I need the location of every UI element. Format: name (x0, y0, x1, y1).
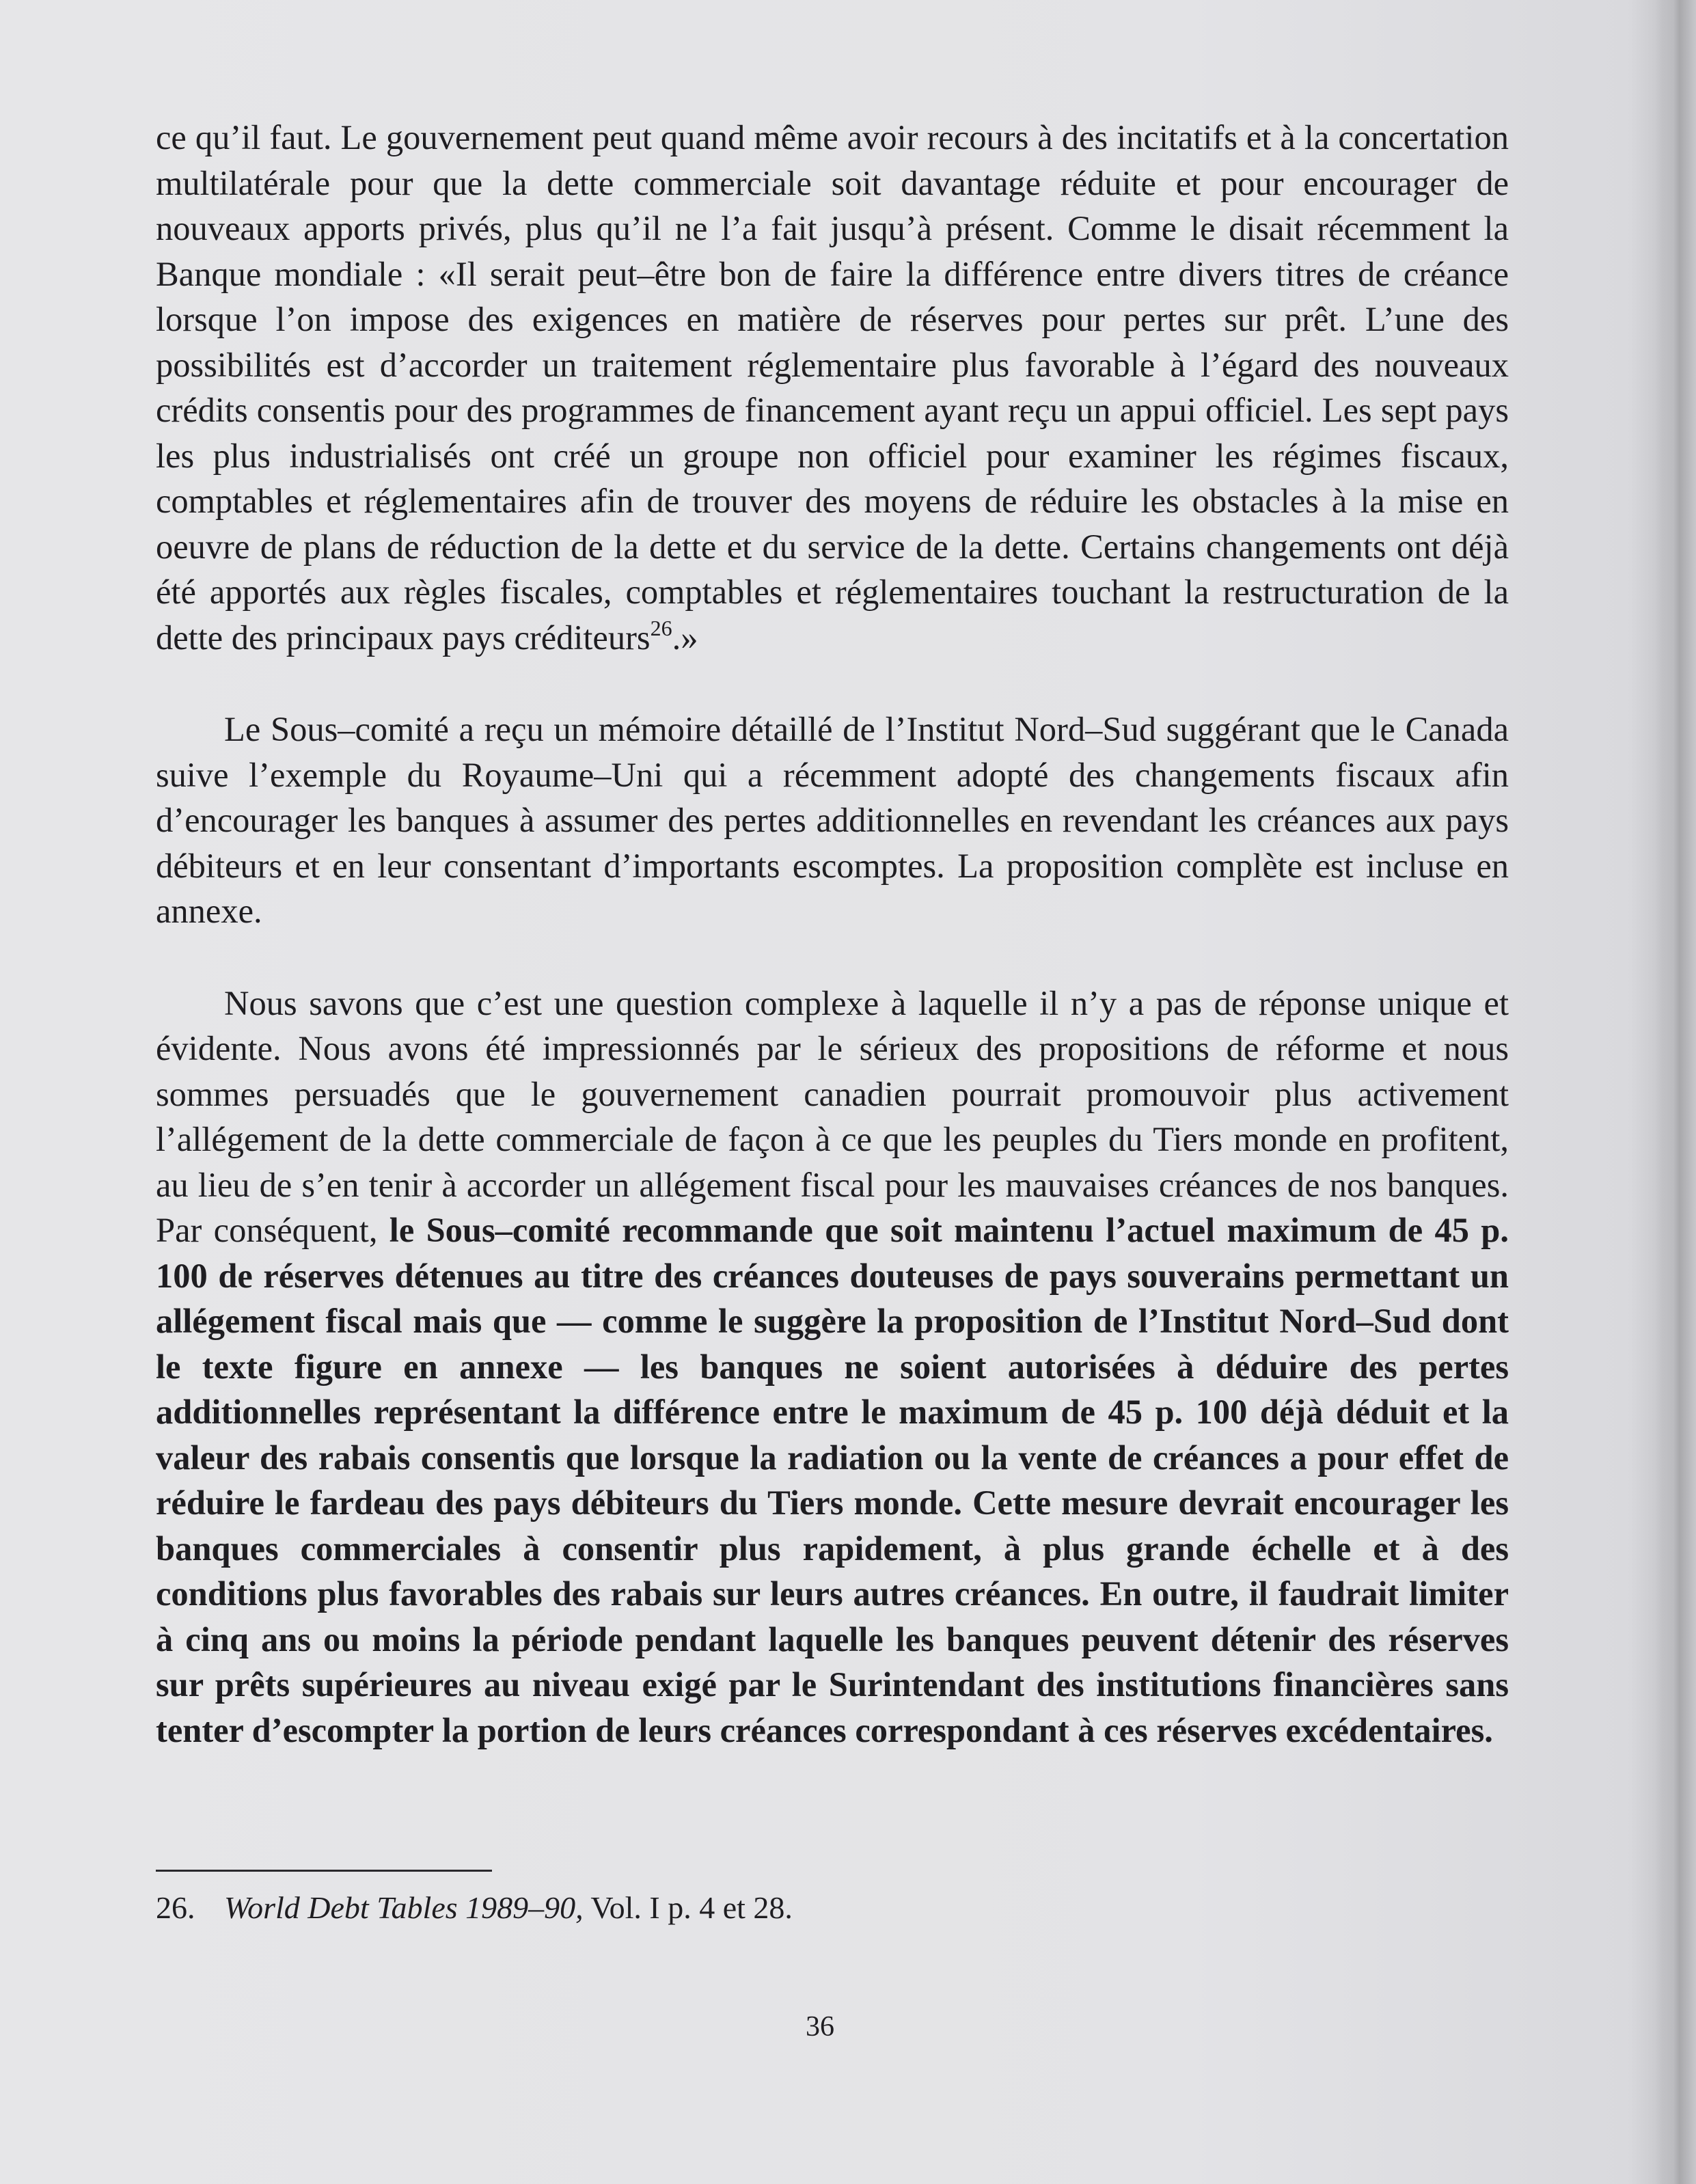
footnote-divider (156, 1870, 492, 1872)
recommendation-text: le Sous–comité recommande que soit maintenu l’actuel maximum de 45 p. 100 de réserves détenues au titre des créances douteuses de pays souverains permettant un allégement fiscal mais que — comme le suggère la proposition de l’Institut Nord–Sud dont le texte figure en annexe — les banques ne soient autorisées à déduire des pertes additionnelles représentant la différence entre le maximum de 45 p. 100 déjà déduit et la valeur des rabais consentis que lorsque la radiation ou la vente de créances a pour effet de réduire le fardeau des pays débiteurs du Tiers monde. Cette mesure devrait encourager les banques commerciales à consentir plus rapidement, à plus grande échelle et à des conditions plus favorables des rabais sur leurs autres créances. En outre, il faudrait limiter à cinq ans ou moins la période pendant laquelle les banques peuvent détenir des réserves sur prêts supérieures au niveau exigé par le Surintendant des institutions financières sans tenter d’escompter la portion de leurs créances correspondant à ces réserves excédentaires. (156, 1211, 1509, 1749)
footnote-source-detail: Vol. I p. 4 et 28. (583, 1890, 793, 1925)
footnote-number: 26. (156, 1890, 195, 1925)
paragraph-1-closing: .» (672, 618, 698, 657)
paragraph-2: Le Sous–comité a reçu un mémoire détaillé de l’Institut Nord–Sud suggérant que le Canada suive l’exemple du Royaume–Uni qui a récemment adopté des changements fiscaux afin d’encourager les banques à assumer des pertes additionnelles en revendant les créances aux pays débiteurs et en leur consentant d’importants escomptes. La proposition complète est incluse en annexe. (156, 710, 1509, 930)
paragraph-1-text: ce qu’il faut. Le gouvernement peut quand même avoir recours à des incitatifs et à la concertation multilatérale pour que la dette commerciale soit davantage réduite et pour encourager de nouveaux apports privés, plus qu’il ne l’a fait jusqu’à présent. Comme le disait récemment la Banque mondiale : «Il serait peut–être bon de faire la différence entre divers titres de créance lorsque l’on impose des exigences en matière de réserves pour pertes sur prêt. L’une des possibilités est d’accorder un traitement réglementaire plus favorable à l’égard des nouveaux crédits consentis pour des programmes de financement ayant reçu un appui officiel. Les sept pays les plus industrialisés ont créé un groupe non officiel pour examiner les régimes fiscaux, comptables et réglementaires afin de trouver des moyens de réduire les obstacles à la mise en oeuvre de plans de réduction de la dette et du service de la dette. Certains changements ont déjà été apportés aux règles fiscales, comptables et réglementaires touchant la restructuration de la dette des principaux pays créditeurs (156, 118, 1509, 657)
paragraph-3-text: Nous savons que c’est une question complexe à laquelle il n’y a pas de réponse unique et évidente. Nous avons été impressionnés par le sérieux des propositions de réforme et nous sommes persuadés que le gouvernement canadien pourrait promouvoir plus activement l’allégement de la dette commerciale de façon à ce que les peuples du Tiers monde en profitent, au lieu de s’en tenir à accorder un allégement fiscal pour les mauvaises créances de nos banques. Par conséquent, (156, 983, 1509, 1249)
footnote-source-title: World Debt Tables 1989–90, (224, 1890, 584, 1925)
paragraph-1 (156, 115, 1509, 660)
footnote-reference: 26 (650, 615, 672, 640)
body-text (156, 115, 1509, 1753)
page-edge-shadow (1655, 0, 1696, 2184)
page-number: 36 (806, 2011, 834, 2043)
footnote (156, 1886, 1509, 1930)
paragraph-3 (156, 981, 1509, 1753)
